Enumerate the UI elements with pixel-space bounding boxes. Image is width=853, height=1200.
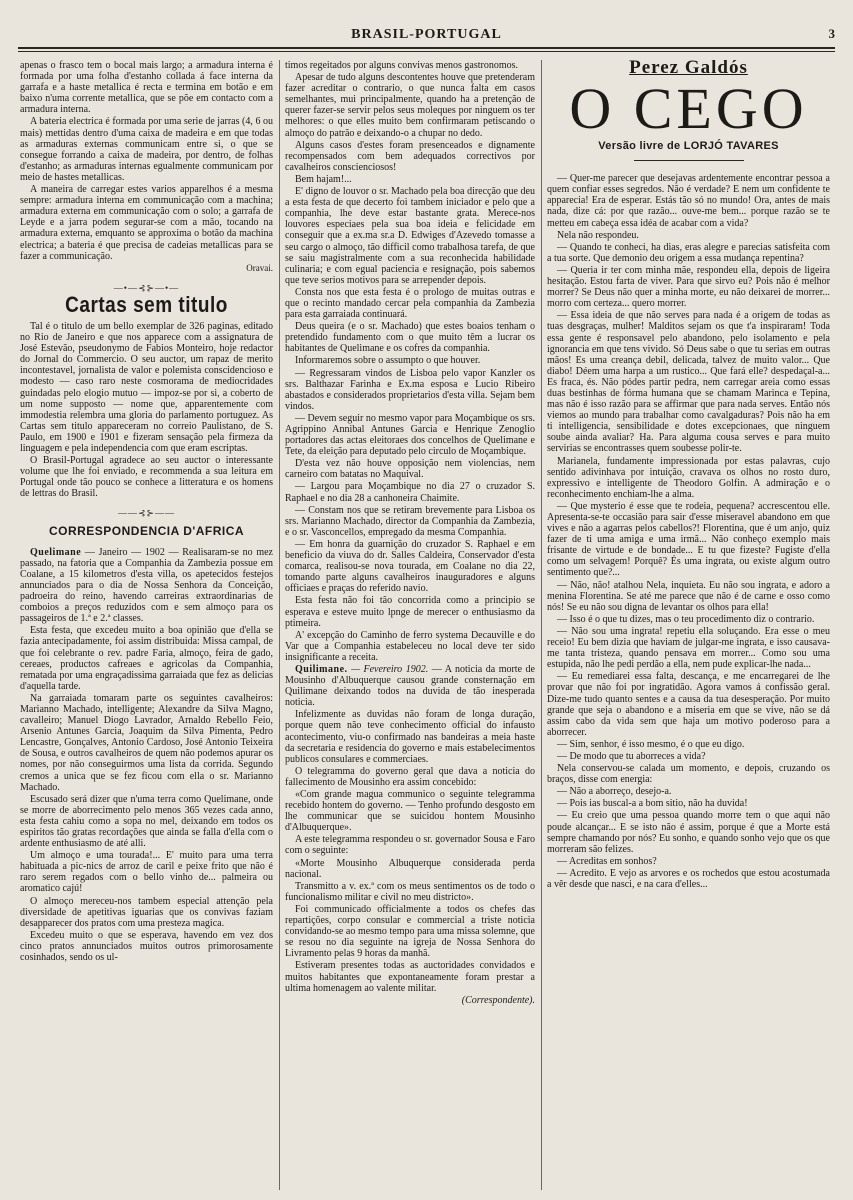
newspaper-title: BRASIL-PORTUGAL (351, 27, 502, 42)
paragraph: A bateria electrica é formada por uma serie de jarras (4, 6 ou mais) mettidas dentro d'uma caixa de madeira e em que todas as armaduras externas communicam entre si, o que se consegue forrando a caixa de madeira, por dentro, de folhas d'estanho; as armaduras internas egualmente communicam por meio de hastes metallicas. (20, 116, 273, 183)
paragraph: Infelizmente as duvidas não foram de longa duração, porque quem não teve conhecimento official do infausto acontecimento, viu-o confirmado nas bandeiras a meia haste da secretaria e residencia do governo e mais estabelecimentos publicos consulares e commerciaes. (285, 709, 535, 765)
paragraph: E' digno de louvor o sr. Machado pela boa direcção que deu a esta festa de que decerto foi tambem iniciador e pelo que a companhia, lhe deve estar bastante grata. Merece-nos louvores especiaes pela sua boa ideia e felicidade em conseguir que a ex.ma sr.a D. Edwiges d'Azevedo tomasse a seu cargo o almoço, tão difficil como trabalhosa tarefa, de que se saiu magistralmente com a sua reconhecida habilidade culinaria; e com egual paciencia e resignação, pois sabemos que teve serios motivos para se arrepender depois. (285, 186, 535, 286)
paragraph: Alguns casos d'estes foram presenceados e dignamente recompensados com bem adequados correctivos por cavalheiros conscienciosos! (285, 139, 535, 173)
column-separator (541, 60, 542, 1190)
column-left (20, 60, 273, 1194)
paragraph: Apesar de tudo alguns descontentes houve que pretenderam fazer acreditar o contrario, o que nunca falta em casos semelhantes, mui principalmente, quando ha a pretenção de querer fazer-se servir pelos seus moleques por ninguem os ter melhores: o que elles muito bem confirmaram petiscando o almoço do patrão e deixando-o a chupar no dedo. (285, 72, 535, 139)
paragraph: Deus queira (e o sr. Machado) que estes boaios tenham o pretendido fundamento com o que muito têm a lucrar os habitantes de Quelimane e os cofres da companhia. (285, 321, 535, 355)
paragraph: — Quer-me parecer que desejavas ardentemente encontrar pessoa a quem confiar esses segredos. Não é verdade? E nem um confidente te apparecia! Era de esperar. Estás tão só no mundo! Ora, antes de mais nada, dize cá: por que razão... ouve-me bem... porque razão se te metteu em cabeça essa idéa de acabar com a vida? (547, 173, 830, 229)
paragraph: — Regressaram vindos de Lisboa pelo vapor Kanzler os srs. Balthazar Farinha e Ex.ma esposa e Lucio Ribeiro abastados e considerados proprietarios d'esta villa. Sejam bem vindos. (285, 367, 535, 412)
paragraph: — Quando te conheci, ha dias, eras alegre e parecias satisfeita com a tua sorte. Que demonio deu origem a essa mudança repentina? (547, 241, 830, 264)
paragraph: — Essa ideia de que não serves para nada é a origem de todas as tuas desgraças, mulher! Malditos sejam os que t'a inspiraram! Toda essa gente é responsavel pelo abandono, pelo isolamento e pela ignorancia em que tens vivido. Só Deus sabe o que tu serias em outras mãos! Es uma creança debil, delicada, talvez de muito valor... Que diabo! Déem uma harpa a um rustico... Que fará elle? despedaçal-a... Es fraca, és. Não pódes partir pedra, nem carregar areia como essas duas bestinhas de fórma humana que se chamam Marinca e Tepina, mas não é isso razão para se affirmar que para nada serves. Então nós viemos ao mundo para trabalhar como cavalgaduras? Pois não ha em ti intelligencia, sensibilidade e dotes excepcionaes, que ninguem soube ainda avaliar? Ha. Para alguma cousa serves e para muito servirias se encontrasses quem soubesse polir-te. (547, 310, 830, 455)
header-rule-thin (18, 51, 835, 52)
dateline-place: Quelimane (30, 546, 82, 558)
paragraph: Bem hajam!... (295, 173, 352, 185)
paragraph: — Devem seguir no mesmo vapor para Moçambique os srs. Agrippino Annibal Antunes Garcia e Henrique Zenoglio portadores das actas eleitoraes dos concelhos de Quelimane e Tete, da eleição para deputado pelo circulo de Moçambique. (285, 412, 535, 458)
paragraph: — Não sou uma ingrata! repetiu ella soluçando. Era esse o meu receio! Eu bem dizia que haviam de julgar-me ingrata, e isso causava-me tanta tristeza, quando pensava em morrer... Como sou uma estupida, não lhe pedi perdão a ella, nem pude explicar-lhe nada... (547, 625, 830, 671)
ornament-divider: ——⊰⊱—— (117, 508, 176, 519)
paragraph: A este telegramma respondeu o sr. governador Sousa e Faro com o seguinte: (285, 834, 535, 857)
paragraph: — Acreditas em sonhos? (557, 855, 657, 867)
paragraph: Marianela, fundamente impressionada por estas palavras, cujo sentido adivinhava por intuição, cravava os olhos no rosto duro, expressivo e intelligente de Theodoro Golfin. A admiração e o reconhecimento enchiam-lhe a alma. (547, 455, 830, 500)
paragraph: — Largou para Moçambique no dia 27 o cruzador S. Raphael e no dia 28 a canhoneira Chaimite. (285, 481, 535, 504)
paragraph: — A noticia da morte de Mousinho d'Albuquerque causou grande consternação em Quilimane deixando todos na duvida de tão inesperada noticia. (285, 663, 535, 709)
dateline-date: — Fevereiro 1902. (351, 663, 429, 675)
paragraph: Foi communicado officialmente a todos os chefes das repartições, corpo consular e commercial a triste noticia convidando-se ao mesmo tempo para uma missa solemne, que se resou no dia seguinte na igreja de Nossa Senhora do Livramento pelas 9 horas da manhã. (285, 903, 535, 960)
header-rule (18, 47, 835, 49)
page-header (18, 24, 835, 46)
paragraph: Excedeu muito o que se esperava, havendo em vez dos cinco pratos annunciados muitos outros primorosamente cosinhados, sendo os ul- (20, 929, 273, 964)
paragraph: O telegramma do governo geral que dava a noticia do fallecimento de Mousinho era assim concebido: (285, 765, 535, 788)
paragraph: — Isso é o que tu dizes, mas o teu procedimento diz o contrario. (557, 613, 815, 625)
column-separator (279, 60, 280, 1190)
paragraph: Consta nos que esta festa é o prologo de muitas outras e que o recinto mandado cercar pela companhia da Zambezia para esta garraiada continuará. (285, 286, 535, 321)
paragraph: — Acredito. E vejo as arvores e os rochedos que estou acostumada a vêr desde que nasci, e na cara d'elles... (547, 867, 830, 890)
ornament-divider: —•—⊰⊱—•— (113, 282, 180, 293)
column-right (547, 60, 830, 1194)
paragraph: Tal é o titulo de um bello exemplar de 326 paginas, editado no Rio de Janeiro e que nos apparece com a assignatura de José Estevão, pseudonymo de Fabios Monteiro, hoje redactor do Jornal do Commercio. O seu auctor, um rapaz de merito incontestavel, jornalista de valor e polemista conscidencioso e modesto — caso raro neste cosmorama de mediocridades guindadas pelo elogio mutuo — impoz-se por si, a coberto de um nome supposto — nome que, apparentemente com immodestia relembra uma gloria do parlamento portuguez. As Cartas sem titulo appareceram no correio Paulistano, de S. Paulo, em 1900 e 1901 e fizeram sensação pela firmeza da linguagem e pela independencia com que eram escriptas. (20, 320, 273, 454)
paragraph: — Eu remediarei essa falta, descança, e me encarregarei de lhe provar que não foi por ingratidão. Agora vamos á confissão geral. Dize-me tudo quanto sentes e a causa da tua desesperação. Por muito grande que seja o abandono e a miseria em que se vive, não se dá assim cabo da vida sem que haja um motivo poderoso para a aborrecer. (547, 671, 830, 738)
paragraph: apenas o frasco tem o bocal mais largo; a armadura interna é formada por uma folha d'estanho collada á face interna da garrafa e a haste metallica é recta e termina em botão e em baixo n'uma corrente metallica, que se põe em contacto com a armadura interna. (20, 60, 273, 116)
paragraph: — Em honra da guarnição do cruzador S. Raphael e em beneficio da viuva do dr. Salles Caldeira, Conservador d'esta comarca, realisou-se nova tourada, em Coalane no dia 22, tomando parte alguns cavalheiros inauguradores e alguns officiaes e praças do referido navio. (285, 538, 535, 595)
paragraph: Informaremos sobre o assumpto o que houver. (295, 355, 481, 367)
paragraph: — Queria ir ter com minha mãe, respondeu ella, depois de ligeira hesitação. Estou farta de viver. Para que sirvo eu? Pois não é melhor morrer? Se Deus não quer a minha morte, eu não deixarei de morrer... morro com certeza... quero morrer. (547, 264, 830, 310)
paragraph: Nela conservou-se calada um momento, e depois, cruzando os braços, disse com energia: (547, 763, 830, 786)
paragraph: Escusado será dizer que n'uma terra como Quelimane, onde se morre de aborrecimento pelo menos 365 vezes cada anno, esta festa cahiu como a sopa no mel, deixando em todos os espiritos tão gratas recordações que ainda se falla d'ella com o ardente enthusiasmo de até alli. (20, 793, 273, 850)
column-middle (285, 60, 535, 1194)
article-signature: Oravai. (246, 262, 273, 273)
paragraph: A maneira de carregar estes varios apparelhos é a mesma sempre: armadura interna em communicação com a machina; armadura externa em communicação com o solo; a garrafa de Leyde e a jarra podem segurar-se com a mão, tocando na armadura externa, emquanto se approxima o botão da machina electrica; a bateria é que precisa de cadeias metallicas para se fazer a communicação. (20, 184, 273, 262)
paragraph: «Morte Mousinho Albuquerque considerada perda nacional. (285, 857, 535, 880)
paragraph: O Brasil-Portugal agradece ao seu auctor o interessante volume que lhe foi enviado, e recommenda a sua leitura em Portugal onde tão pouco se conhece a litteratura e os homens de lettras do Brasil. (20, 455, 273, 500)
article-signature: (Correspondente). (461, 994, 535, 1006)
title-rule (634, 160, 744, 161)
paragraph: — Sim, senhor, é isso mesmo, é o que eu digo. (557, 738, 745, 750)
serial-author: Perez Galdós (629, 60, 748, 78)
paragraph: timos regeitados por alguns convivas menos gastronomos. (285, 60, 519, 71)
paragraph: — Não a aborreço, desejo-a. (557, 786, 672, 798)
page-number: 3 (828, 26, 835, 41)
section-title: Cartas sem titulo (65, 293, 228, 318)
paragraph: — Que mysterio é esse que te rodeia, pequena? accrescentou elle. Apresenta-se-te occasião para sair d'esse miseravel abandono em que vives e não a agarras pelos cabellos?! Florentina, que é um anjo, quiz fazer de ti uma amiga e uma irmã... Não conheço exemplo mais frisante de virtude e de bondade... E tu que fizeste? Fugiste d'ella como um selvagem! Porquê? És uma ingrata, ou existe algum outro sentimento que?... (547, 500, 830, 579)
paragraph: A' excepção do Caminho de ferro systema Decauville e do Var que a Companhia estabeleceu no local deve ter sido insignificante a receita. (285, 629, 535, 663)
paragraph: Esta festa, que excedeu muito a boa opinião que d'ella se fazia antecipadamente, foi assim distribuida: Missa campal, de que foi celebrante o rev. padre Faria, almoço, feira de gado, cereaes, productos cafreaes e agricolas da Companhia, rematada por uma engraçadissima garraiada que fez as delicias d'aquella tarde. (20, 625, 273, 692)
paragraph: Um almoço e uma tourada!... E' muito para uma terra habituada a pic-nics de arroz de caril e peixe frito que não é raro serem regados com o bello vinho de... palmeira ou aromatico cajú! (20, 850, 273, 895)
paragraph: Nela não respondeu. (557, 229, 639, 241)
serial-subtitle: Versão livre de LORJÓ TAVARES (598, 140, 779, 153)
paragraph: Na garraiada tomaram parte os seguintes cavalheiros: Marianno Machado, intelligente; Alexandre da Silva Magno, cavalleiro; Manuel Diogo Lavrador, Arnaldo Rebello Feio, Arsenio Antunes Garcia, Joaquim da Silva Pimenta, Pedro Lencastre, Gonçalves, Antonio Cardoso, José Antonio Teixeira de Sousa, e outros cavalheiros de quem não podemos apurar os nomes, por não conseguirmos uma lista da corrida. Segundo cremos a unica que se fez ficou com ella o sr. Marianno Machado. (20, 692, 273, 793)
dateline-place: Quilimane. (295, 663, 348, 675)
paragraph: O almoço mereceu-nos tambem especial attenção pela diversidade de apetitivas iguarias que os convivas faziam desapparecer dos pratos com uma presteza magica. (20, 895, 273, 929)
paragraph: — Pois ias buscal-a a bom sitio, não ha duvida! (557, 798, 748, 810)
serial-title: O CEGO (569, 76, 808, 142)
paragraph: — Janeiro — 1902 — Realisaram-se no mez passado, na fatoria que a Companhia da Zambezia possue em Coalane, a 15 kilometros d'esta villa, os apetecidos festejos annunciados para o dia de Nossa Senhora da Conceição, padroeira do reino, havendo carreiras extraordinarias de comboios a preços reduzidos com e sem almoço para os passageiros de 1.ª e 2.ª classes. (20, 546, 273, 625)
paragraph: — De modo que tu aborreces a vida? (557, 750, 706, 762)
paragraph: «Com grande magua communico o seguinte telegramma recebido hontem do governo. — Tenho profundo desgosto em lhe communicar que se suicidou hontem Mousinho d'Albuquerque». (285, 789, 535, 834)
paragraph: — Eu creio que uma pessoa quando morre tem o que aqui não poude alcançar... E se isto não é assim, porque é que a Morte está sempre chamando por nós? Eu sonho, e quando sonho vejo que os que morreram são felizes. (547, 810, 830, 855)
paragraph: Esta festa não foi tão concorrida como a principio se esperava e esteve muito lpnge de merecer o enthusiasmo da ptimeira. (285, 595, 535, 629)
paragraph: — Constam nos que se retiram brevemente para Lisboa os srs. Marianno Machado, director da Companhia da Zambezia, e o sr. Vasconcellos, empregado da mesma Companhia. (285, 504, 535, 538)
paragraph: D'esta vez não houve opposição nem violencias, nem carneiro com batatas no Maquival. (285, 458, 535, 481)
section-title: CORRESPONDENCIA D'AFRICA (48, 523, 245, 538)
paragraph: Estiveram presentes todas as auctoridades convidados e muitos habitantes que expontaneamente foram prestar a ultima homenagem ao valente militar. (285, 960, 535, 994)
paragraph: Transmitto a v. ex.ª com os meus sentimentos os de todo o funcionalismo militar e civil no meu districto». (285, 880, 535, 903)
paragraph: — Não, não! atalhou Nela, inquieta. Eu não sou ingrata, e adoro a menina Florentina. Se até me parece que não é de carne e osso como nós! Se eu não sou digna de levantar os olhos para ella! (547, 579, 830, 613)
